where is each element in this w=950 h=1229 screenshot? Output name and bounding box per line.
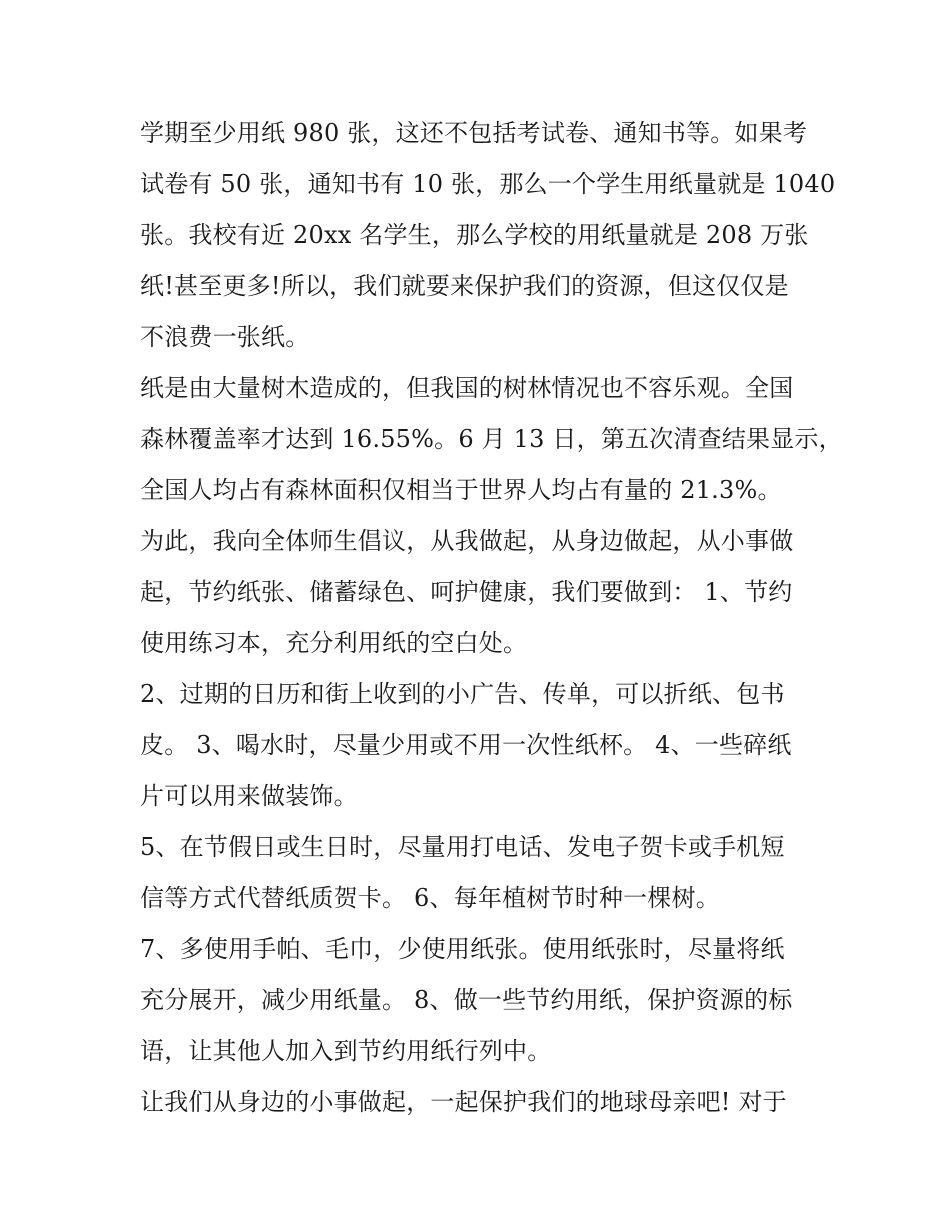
paragraph-items-2-4 [140,669,820,822]
text-line: 学期至少用纸 980 张，这还不包括考试卷、通知书等。如果考 [140,119,808,147]
paragraph-closing [140,1077,820,1128]
text-line: 充分展开，减少用纸量。 8、做一些节约用纸，保护资源的标 [140,986,793,1014]
text-line: 信等方式代替纸质贺卡。 6、每年植树节时种一棵树。 [140,884,720,912]
text-line: 皮。 3、喝水时，尽量少用或不用一次性纸杯。 4、一些碎纸 [140,731,792,759]
text-line: 语，让其他人加入到节约用纸行列中。 [140,1037,552,1065]
text-line: 片可以用来做装饰。 [140,782,358,810]
text-line: 使用练习本，充分利用纸的空白处。 [140,629,528,657]
text-line: 森林覆盖率才达到 16.55%。6 月 13 日，第五次清查结果显示， [140,425,843,453]
paragraph-forest-coverage [140,363,843,516]
text-line: 不浪费一张纸。 [140,323,310,351]
text-line: 2、过期的日历和街上收到的小广告、传单，可以折纸、包书 [140,680,785,708]
text-line: 为此，我向全体师生倡议，从我做起，从身边做起，从小事做 [140,527,794,555]
text-line: 全国人均占有森林面积仅相当于世界人均占有量的 21.3%。 [140,476,782,504]
text-line: 7、多使用手帕、毛巾，少使用纸张。使用纸张时，尽量将纸 [140,935,785,963]
paragraph-proposal [140,516,820,669]
text-line: 让我们从身边的小事做起，一起保护我们的地球母亲吧! 对于 [140,1088,787,1116]
document-body [140,108,843,1128]
paragraph-items-7-8 [140,924,820,1077]
text-line: 纸是由大量树木造成的，但我国的树林情况也不容乐观。全国 [140,374,794,402]
text-line: 起，节约纸张、储蓄绿色、呵护健康，我们要做到： 1、节约 [140,578,793,606]
text-line: 纸!甚至更多!所以，我们就要来保护我们的资源，但这仅仅是 [140,272,789,300]
paragraph-paper-usage [140,108,836,363]
text-line: 试卷有 50 张，通知书有 10 张，那么一个学生用纸量就是 1040 [140,170,836,198]
text-line: 5、在节假日或生日时，尽量用打电话、发电子贺卡或手机短 [140,833,785,861]
text-line: 张。我校有近 20xx 名学生，那么学校的用纸量就是 208 万张 [140,221,809,249]
paragraph-items-5-6 [140,822,820,924]
